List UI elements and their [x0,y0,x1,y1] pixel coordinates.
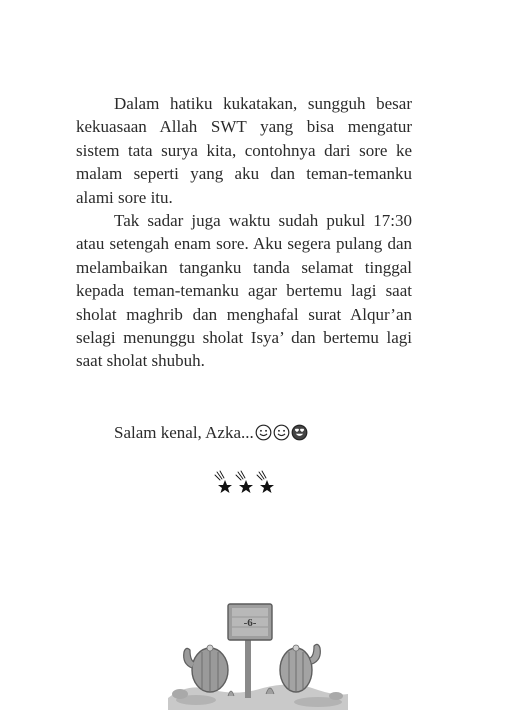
greeting-line [114,421,308,444]
smile-emoji-icon [273,424,290,441]
paragraph-2: Tak sadar juga waktu sudah pukul 17:30 atau setengah enam sore. Aku segera pulang dan melambaikan tanganku tanda selamat tinggal kepada teman-temanku agar bertemu lagi saat sholat maghrib dan menghafal surat Alqur’an selagi menunggu sholat Isya’ dan bertemu lagi saat sholat shubuh. [76,211,412,371]
body-text [76,92,412,373]
emoji-group [255,424,308,441]
heart-eyes-emoji-icon [291,424,308,441]
cactus-signpost-illustration [168,590,348,710]
shooting-stars-icon [214,468,278,496]
paragraph-1: Dalam hatiku kukatakan, sungguh besar kekuasaan Allah SWT yang bisa mengatur sistem tata surya kita, contohnya dari sore ke malam seperti yang aku dan teman-temanku alami sore itu. [76,94,412,207]
page-number: -6- [243,617,257,629]
greeting-text: Salam kenal, Azka... [114,423,254,442]
smile-emoji-icon [255,424,272,441]
